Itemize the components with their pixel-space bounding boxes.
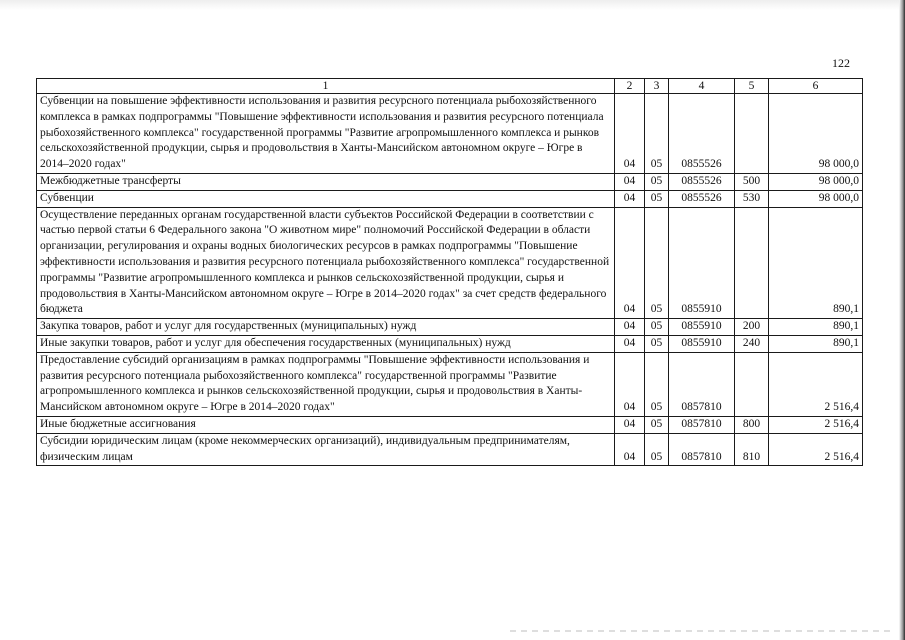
row-amount-cell: 98 000,0 — [769, 94, 863, 174]
row-section-cell: 04 — [615, 173, 645, 190]
header-cell-section: 2 — [615, 79, 645, 94]
table-row — [37, 416, 863, 433]
row-code-cell: 0855910 — [669, 335, 735, 352]
row-section-cell: 04 — [615, 352, 645, 416]
row-expense-type-cell: 530 — [735, 190, 769, 207]
row-subsection-cell: 05 — [645, 190, 669, 207]
row-code-cell: 0857810 — [669, 416, 735, 433]
row-expense-type-cell: 500 — [735, 173, 769, 190]
table-row — [37, 319, 863, 336]
header-cell-amount: 6 — [769, 79, 863, 94]
header-cell-code: 4 — [669, 79, 735, 94]
row-code-cell: 0855526 — [669, 94, 735, 174]
row-code-cell: 0855526 — [669, 173, 735, 190]
row-amount-cell: 2 516,4 — [769, 352, 863, 416]
budget-table-body — [37, 79, 863, 466]
row-name-cell: Субвенции — [37, 190, 615, 207]
scan-top-edge — [0, 0, 905, 10]
table-row — [37, 335, 863, 352]
row-expense-type-cell — [735, 207, 769, 319]
page-number: 122 — [832, 56, 850, 70]
table-row — [37, 94, 863, 174]
header-cell-subsection: 3 — [645, 79, 669, 94]
row-section-cell: 04 — [615, 207, 645, 319]
row-section-cell: 04 — [615, 335, 645, 352]
header-cell-expense-type: 5 — [735, 79, 769, 94]
row-amount-cell: 2 516,4 — [769, 416, 863, 433]
row-subsection-cell: 05 — [645, 319, 669, 336]
row-expense-type-cell: 240 — [735, 335, 769, 352]
row-expense-type-cell: 200 — [735, 319, 769, 336]
table-header-row — [37, 79, 863, 94]
table-row — [37, 207, 863, 319]
row-expense-type-cell — [735, 94, 769, 174]
row-name-cell: Межбюджетные трансферты — [37, 173, 615, 190]
row-name-cell: Иные закупки товаров, работ и услуг для обеспечения государственных (муниципальных) нужд — [37, 335, 615, 352]
row-subsection-cell: 05 — [645, 173, 669, 190]
budget-table — [36, 78, 863, 466]
row-subsection-cell: 05 — [645, 94, 669, 174]
row-code-cell: 0855910 — [669, 319, 735, 336]
row-section-cell: 04 — [615, 433, 645, 466]
row-code-cell: 0855910 — [669, 207, 735, 319]
row-amount-cell: 890,1 — [769, 207, 863, 319]
row-amount-cell: 890,1 — [769, 319, 863, 336]
row-subsection-cell: 05 — [645, 352, 669, 416]
row-name-cell: Иные бюджетные ассигнования — [37, 416, 615, 433]
row-amount-cell: 890,1 — [769, 335, 863, 352]
row-amount-cell: 98 000,0 — [769, 173, 863, 190]
row-subsection-cell: 05 — [645, 416, 669, 433]
row-subsection-cell: 05 — [645, 335, 669, 352]
row-name-cell: Осуществление переданных органам государственной власти субъектов Российской Федерации в соответствии с частью первой статьи 6 Федерального закона "О животном мире" полномочий Российской Федерации в области организации, регулирования и охраны водных биологических ресурсов в рамках подпрограммы "Повышение эффективности использования и развития ресурсного потенциала рыбохозяйственного комплекса" государственной программы "Развитие агропромышленного комплекса и рынков сельскохозяйственной продукции, сырья и продовольствия в Ханты-Мансийском автономном округе – Югре в 2014–2020 годах" за счет средств федерального бюджета — [37, 207, 615, 319]
row-code-cell: 0855526 — [669, 190, 735, 207]
row-amount-cell: 2 516,4 — [769, 433, 863, 466]
table-row — [37, 433, 863, 466]
row-section-cell: 04 — [615, 190, 645, 207]
row-section-cell: 04 — [615, 94, 645, 174]
row-name-cell: Предоставление субсидий организациям в рамках подпрограммы "Повышение эффективности использования и развития ресурсного потенциала рыбохозяйственного комплекса" государственной программы "Развитие агропромышленного комплекса и рынков сельскохозяйственной продукции, сырья и продовольствия в Ханты-Мансийском автономном округе – Югре в 2014–2020 годах" — [37, 352, 615, 416]
table-row — [37, 190, 863, 207]
row-expense-type-cell — [735, 352, 769, 416]
table-row — [37, 173, 863, 190]
row-expense-type-cell: 800 — [735, 416, 769, 433]
scan-right-edge — [899, 0, 905, 640]
row-section-cell: 04 — [615, 416, 645, 433]
row-name-cell: Закупка товаров, работ и услуг для государственных (муниципальных) нужд — [37, 319, 615, 336]
row-amount-cell: 98 000,0 — [769, 190, 863, 207]
scan-noise — [510, 630, 890, 632]
row-name-cell: Субвенции на повышение эффективности использования и развития ресурсного потенциала рыбохозяйственного комплекса в рамках подпрограммы "Повышение эффективности использования и развития ресурсного потенциала рыбохозяйственного комплекса" государственной программы "Развитие агропромышленного комплекса и рынков сельскохозяйственной продукции, сырья и продовольствия в Ханты-Мансийском автономном округе – Югре в 2014–2020 годах" — [37, 94, 615, 174]
row-subsection-cell: 05 — [645, 433, 669, 466]
row-subsection-cell: 05 — [645, 207, 669, 319]
row-code-cell: 0857810 — [669, 433, 735, 466]
table-row — [37, 352, 863, 416]
header-cell-name: 1 — [37, 79, 615, 94]
row-expense-type-cell: 810 — [735, 433, 769, 466]
row-name-cell: Субсидии юридическим лицам (кроме некоммерческих организаций), индивидуальным предпринимателям, физическим лицам — [37, 433, 615, 466]
row-section-cell: 04 — [615, 319, 645, 336]
row-code-cell: 0857810 — [669, 352, 735, 416]
